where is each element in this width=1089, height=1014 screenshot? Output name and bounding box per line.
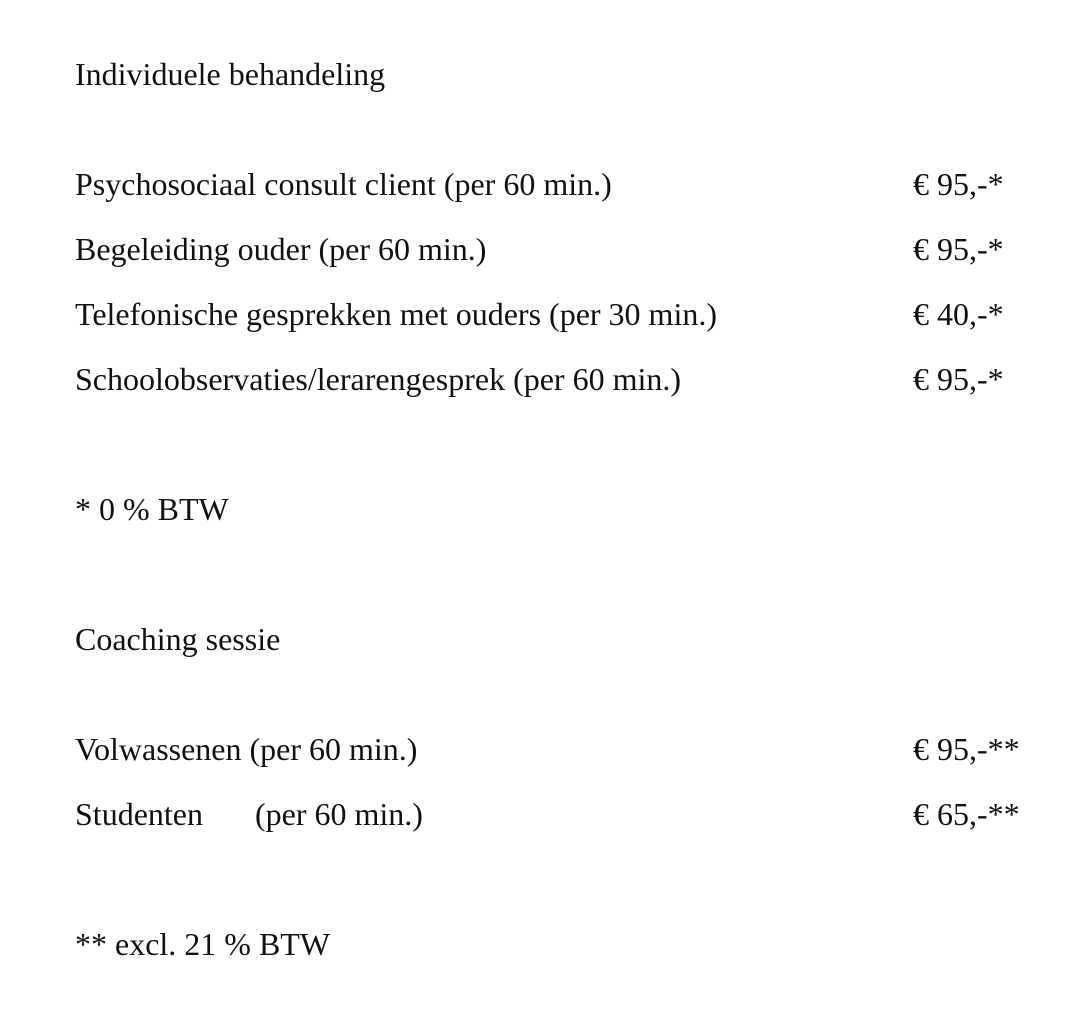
footnote-vat-zero: * 0 % BTW bbox=[75, 491, 229, 527]
item-label-parent-guidance: Begeleiding ouder (per 60 min.) bbox=[75, 231, 487, 267]
section-heading-coaching: Coaching sessie bbox=[75, 621, 281, 657]
item-label-students bbox=[75, 798, 423, 830]
section-heading-individual: Individuele behandeling bbox=[75, 56, 386, 92]
item-label-phone-calls: Telefonische gesprekken met ouders (per 30 min.) bbox=[75, 296, 717, 332]
item-price-adults: € 95,-** bbox=[913, 731, 1020, 767]
item-price-parent-guidance: € 95,-* bbox=[913, 231, 1004, 267]
item-price-phone-calls: € 40,-* bbox=[913, 296, 1004, 332]
footnote-vat-excl: ** excl. 21 % BTW bbox=[75, 926, 331, 962]
item-label-school-observations: Schoolobservaties/lerarengesprek (per 60 min.) bbox=[75, 361, 682, 397]
item-price-students: € 65,-** bbox=[913, 796, 1020, 832]
item-price-school-observations: € 95,-* bbox=[913, 361, 1004, 397]
item-label-psychosocial-consult: Psychosociaal consult client (per 60 min.) bbox=[75, 166, 612, 202]
item-price-psychosocial-consult: € 95,-* bbox=[913, 166, 1004, 202]
item-label-students-name: Studenten bbox=[75, 796, 203, 832]
item-label-students-detail: (per 60 min.) bbox=[254, 796, 423, 832]
item-label-adults: Volwassenen (per 60 min.) bbox=[75, 731, 418, 767]
